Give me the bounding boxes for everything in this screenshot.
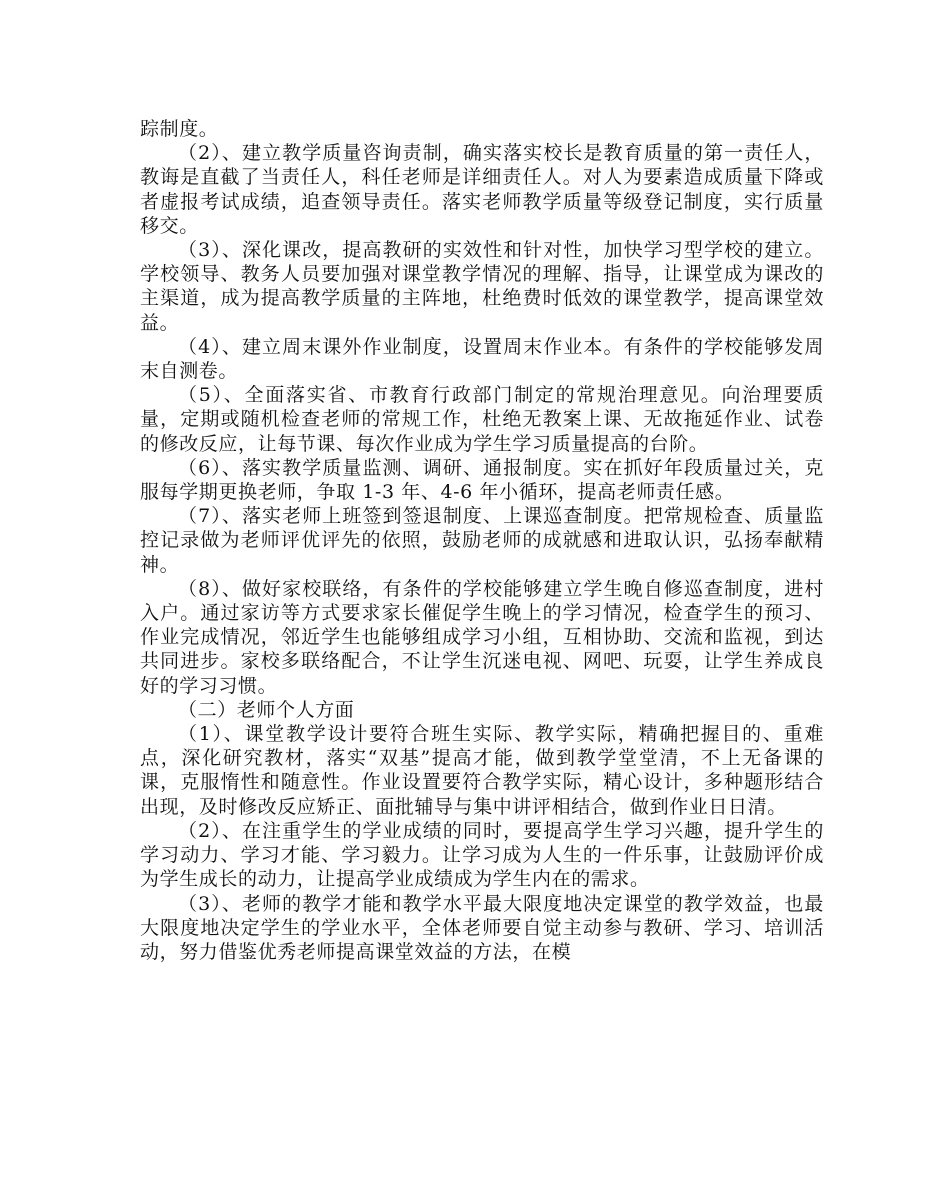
paragraph-item-7: （7）、落实老师上班签到签退制度、上课巡查制度。把常规检查、质量监控记录做为老师评优评先的依照，鼓励老师的成就感和进取认识，弘扬奉献精神。 bbox=[140, 505, 824, 576]
paragraph-item-6: （6）、落实教学质量监测、调研、通报制度。实在抓好年段质量过关，克服每学期更换老师，争取 1-3 年、4-6 年小循环，提高老师责任感。 bbox=[140, 456, 824, 504]
paragraph-item-3: （3）、深化课改，提高教研的实效性和针对性，加快学习型学校的建立。学校领导、教务人员要加强对课堂教学情况的理解、指导，让课堂成为课改的主渠道，成为提高教学质量的主阵地，杜绝费时低效的课堂教学，提高课堂效益。 bbox=[140, 239, 824, 334]
section-heading: （二）老师个人方面 bbox=[178, 698, 355, 721]
paragraph-item-5: （5）、全面落实省、市教育行政部门制定的常规治理意见。向治理要质量，定期或随机检查老师的常规工作，杜绝无教案上课、无故拖延作业、试卷的修改反应，让每节课、每次作业成为学生学习质量提高的台阶。 bbox=[140, 384, 824, 455]
paragraph-continuation: 踪制度。 bbox=[140, 118, 219, 140]
paragraph-teacher-3: （3）、老师的教学才能和教学水平最大限度地决定课堂的教学效益，也最大限度地决定学生的学业水平，全体老师要自觉主动参与教研、学习、培训活动，努力借鉴优秀老师提高课堂效益的方法，在模 bbox=[140, 892, 824, 963]
paragraph-item-8: （8）、做好家校联络，有条件的学校能够建立学生晚自修巡查制度，进村入户。通过家访等方式要求家长催促学生晚上的学习情况，检查学生的预习、作业完成情况，邻近学生也能够组成学习小组，互相协助、交流和监视，到达共同进步。家校多联络配合，不让学生沉迷电视、网吧、玩耍，让学生养成良好的学习习惯。 bbox=[140, 577, 824, 697]
paragraph-item-4: （4）、建立周末课外作业制度，设置周末作业本。有条件的学校能够发周末自测卷。 bbox=[140, 335, 824, 383]
paragraph-item-2: （2）、建立教学质量咨询责制，确实落实校长是教育质量的第一责任人，教诲是直截了当责任人，科任老师是详细责任人。对人为要素造成质量下降或者虚报考试成绩，追查领导责任。落实老师教学质量等级登记制度，实行质量移交。 bbox=[140, 142, 824, 237]
paragraph-teacher-1: （1）、课堂教学设计要符合班生实际、教学实际，精确把握目的、重难点，深化研究教材，落实“双基”提高才能，做到教学堂堂清，不上无备课的课，克服惰性和随意性。作业设置要符合教学实际，精心设计，多种题形结合出现，及时修改反应矫正、面批辅导与集中讲评相结合，做到作业日日清。 bbox=[140, 723, 824, 818]
document-body bbox=[140, 117, 824, 964]
paragraph-teacher-2: （2）、在注重学生的学业成绩的同时，要提高学生学习兴趣，提升学生的学习动力、学习才能、学习毅力。让学习成为人生的一件乐事，让鼓励评价成为学生成长的动力，让提高学业成绩成为学生内在的需求。 bbox=[140, 819, 824, 891]
